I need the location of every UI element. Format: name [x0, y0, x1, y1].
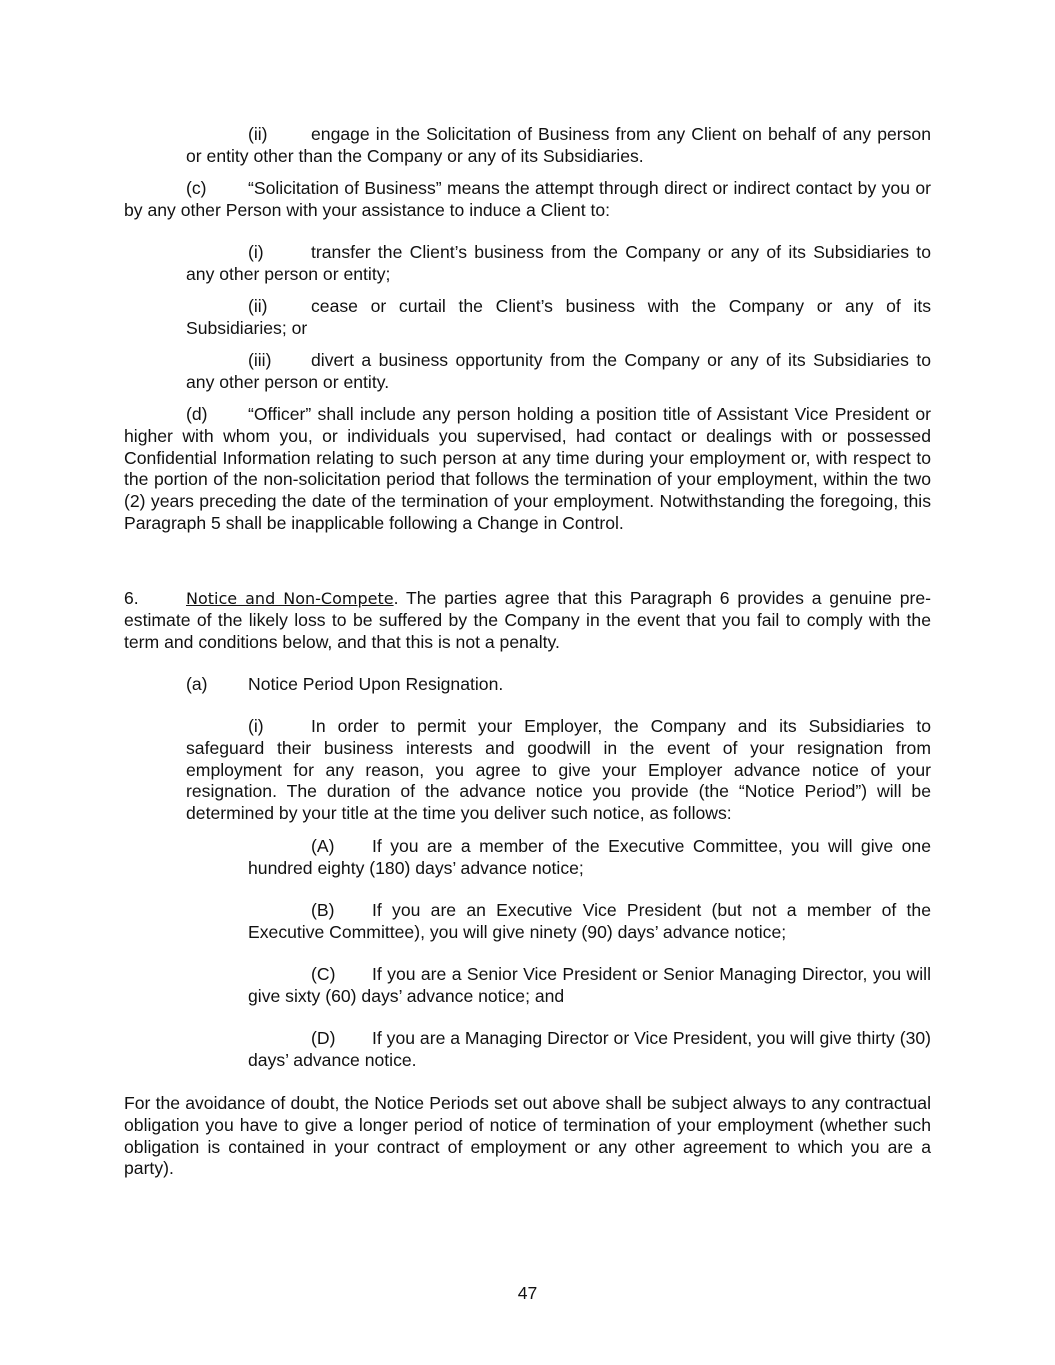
- clause-text: cease or curtail the Client’s business with the Company or any of its Subsidiaries; or: [186, 296, 931, 338]
- section-number: 6.: [124, 588, 139, 608]
- clause-text: If you are a Senior Vice President or Senior Managing Director, you will give sixty (60) days’ advance notice; and: [248, 964, 931, 1006]
- clause-text: transfer the Client’s business from the Company or any of its Subsidiaries to any other person or entity;: [186, 242, 931, 284]
- clause-6a-i: [186, 716, 931, 825]
- clause-text: If you are an Executive Vice President (but not a member of the Executive Committee), you will give ninety (90) days’ advance notice;: [248, 900, 931, 942]
- clause-5c: [124, 178, 931, 222]
- clause-6a-i-D: [248, 1028, 931, 1072]
- clause-text: If you are a Managing Director or Vice President, you will give thirty (30) days’ advance notice.: [248, 1028, 932, 1070]
- clause-label: (a): [186, 674, 208, 694]
- clause-6a-i-C: [248, 964, 931, 1008]
- clause-5b-ii: [186, 124, 931, 168]
- clause-label: (D): [311, 1028, 336, 1048]
- clause-text: In order to permit your Employer, the Company and its Subsidiaries to safeguard their business interests and goodwill in the event of your resignation from employment for any reason, you agree to give your Employer advance notice of your resignation. The duration of the advance notice you provide (the “Notice Period”) will be determined by your title at the time you deliver such notice, as follows:: [186, 716, 931, 824]
- clause-text: If you are a member of the Executive Committee, you will give one hundred eighty (180) days’ advance notice;: [248, 836, 931, 878]
- clause-5c-ii: [186, 296, 931, 340]
- clause-text: “Officer” shall include any person holding a position title of Assistant Vice President or higher with whom you, or individuals you supervised, had contact or dealings with or possessed Confidential Information relating to such person at any time during your employment or, with respect to the portion of the non-solicitation period that follows the termination of your employment, within the two (2) years preceding the date of the termination of your employment. Notwithstanding the foregoing, this Paragraph 5 shall be inapplicable following a Change in Control.: [124, 404, 931, 533]
- avoidance-of-doubt-paragraph: [124, 1093, 931, 1180]
- clause-label: (i): [248, 242, 264, 262]
- clause-text: “Solicitation of Business” means the attempt through direct or indirect contact by you or by any other Person with your assistance to induce a Client to:: [124, 178, 931, 220]
- clause-5d: [124, 404, 931, 535]
- clause-text: Notice Period Upon Resignation.: [248, 674, 504, 694]
- clause-label: (iii): [248, 350, 272, 370]
- clause-6a-i-B: [248, 900, 931, 944]
- clause-label: (d): [186, 404, 208, 424]
- clause-label: (A): [311, 836, 335, 856]
- section-heading: Notice and Non-Compete: [186, 589, 394, 608]
- clause-6a-i-A: [248, 836, 931, 880]
- clause-label: (i): [248, 716, 264, 736]
- section-text: . The parties agree that this Paragraph 6 provides a genuine pre-estimate of the likely loss to be suffered by the Company in the event that you fail to comply with the term and conditions below, and that this is not a penalty.: [124, 588, 932, 652]
- clause-label: (C): [311, 964, 336, 984]
- clause-6a: [186, 674, 931, 696]
- clause-text: engage in the Solicitation of Business from any Client on behalf of any person or entity other than the Company or any of its Subsidiaries.: [186, 124, 931, 166]
- section-6: [124, 588, 931, 653]
- clause-label: (c): [186, 178, 207, 198]
- clause-text: divert a business opportunity from the Company or any of its Subsidiaries to any other person or entity.: [186, 350, 931, 392]
- page-number: 47: [517, 1283, 538, 1303]
- clause-5c-i: [186, 242, 931, 286]
- paragraph-text: For the avoidance of doubt, the Notice Periods set out above shall be subject always to any contractual obligation you have to give a longer period of notice of termination of your employment (whether such obligation is contained in your contract of employment or any other agreement to which you are a party).: [124, 1093, 931, 1179]
- clause-label: (B): [311, 900, 335, 920]
- clause-5c-iii: [186, 350, 931, 394]
- clause-label: (ii): [248, 296, 268, 316]
- clause-label: (ii): [248, 124, 268, 144]
